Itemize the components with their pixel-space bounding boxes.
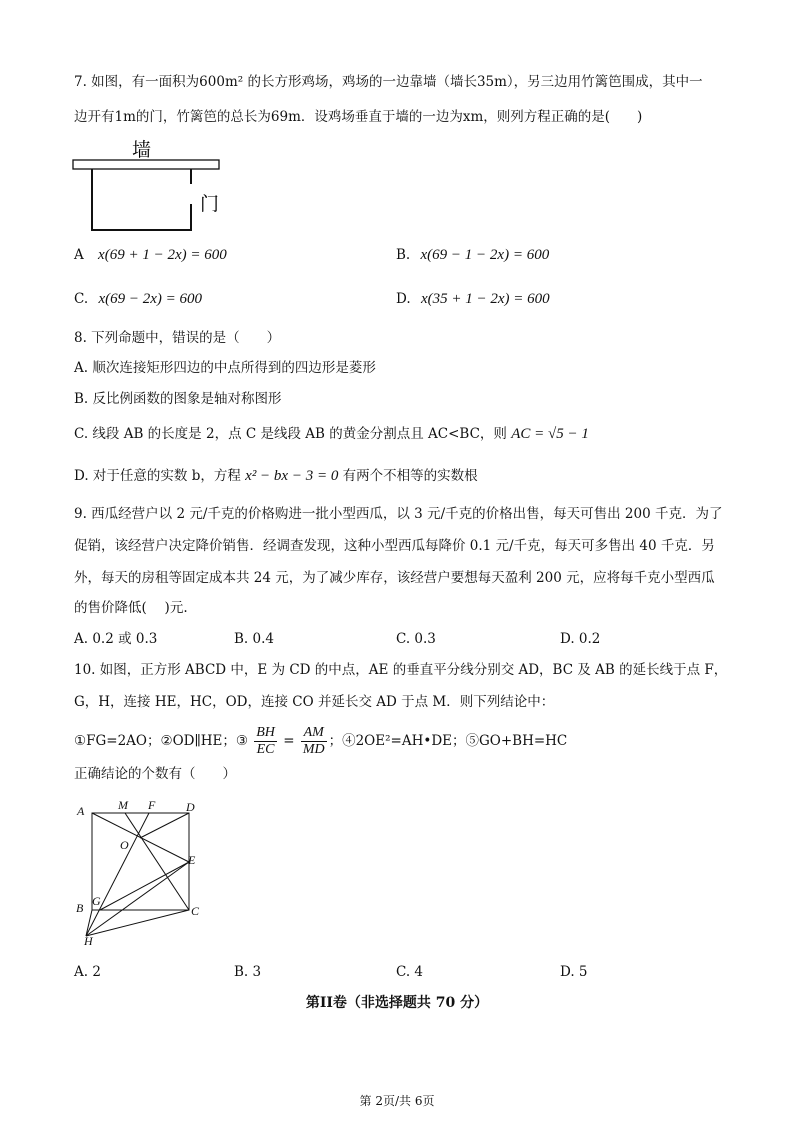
q8-option-b[interactable]: B. 反比例函数的图象是轴对称图形	[74, 391, 282, 407]
q10-option-d[interactable]: D. 5	[560, 964, 588, 980]
page-footer: 第 2页/共 6页	[359, 1094, 435, 1108]
label-o: O	[120, 838, 129, 852]
q8-stem: 8. 下列命题中，错误的是（ ）	[74, 330, 281, 346]
segment-cm	[125, 813, 189, 910]
q9-line-2: 促销，该经营户决定降价销售．经调查发现，这种小型西瓜每降价 0.1 元/千克，每天可多售出 40 千克．另	[74, 538, 715, 554]
q10-option-a[interactable]: A. 2	[74, 964, 101, 980]
fence-shape	[92, 169, 191, 230]
q10-option-b[interactable]: B. 3	[234, 964, 262, 980]
q7-option-b[interactable]: B. x(69 − 1 − 2x) = 600	[396, 247, 550, 263]
q7-line-2: 边开有1m的门，竹篱笆的总长为69m．设鸡场垂直于墙的一边为xm，则列方程正确的是( )	[74, 109, 643, 125]
q10-line-2: G，H，连接 HE，HC，OD，连接 CO 并延长交 AD 于点 M．则下列结论中：	[74, 694, 555, 710]
fraction-am-md: $\frac{AM}{MD}$	[302, 725, 325, 757]
label-d: D	[186, 800, 195, 814]
label-g: G	[92, 894, 101, 908]
q10-line-4: 正确结论的个数有（ ）	[74, 766, 236, 782]
q7-option-d[interactable]: D. x(35 + 1 − 2x) = 600	[396, 291, 550, 307]
door-label: 门	[200, 194, 220, 215]
wall-shape	[73, 160, 219, 169]
q9-line-1: 9. 西瓜经营户以 2 元/千克的价格购进一批小型西瓜，以 3 元/千克的价格出售，每天可售出 200 千克．为了	[74, 506, 723, 522]
fraction-bh-ec: $\frac{BH}{EC}$	[256, 725, 275, 757]
q9-option-c[interactable]: C. 0.3	[396, 631, 436, 647]
label-h: H	[84, 934, 93, 948]
q10-line-1: 10. 如图，正方形 ABCD 中，E 为 CD 的中点，AE 的垂直平分线分别交 AD，BC 及 AB 的延长线于点 F，	[74, 662, 728, 678]
q8-option-c[interactable]: C. 线段 AB 的长度是 2，点 C 是线段 AB 的黄金分割点且 AC<BC，则 AC = √5 − 1	[74, 426, 589, 442]
segment-hc	[86, 910, 189, 936]
q9-option-d[interactable]: D. 0.2	[560, 631, 601, 647]
label-e: E	[188, 853, 196, 867]
label-f: F	[148, 798, 156, 812]
label-a: A	[77, 804, 85, 818]
segment-ge	[100, 862, 189, 910]
wall-label: 墙	[132, 140, 152, 161]
q7-option-a[interactable]: A x(69 + 1 − 2x) = 600	[74, 247, 227, 263]
segment-he	[86, 862, 189, 936]
q9-line-3: 外，每天的房租等固定成本共 24 元，为了减少库存，该经营户要想每天盈利 200 元，应将每千克小型西瓜	[74, 570, 715, 586]
q9-option-b[interactable]: B. 0.4	[234, 631, 274, 647]
q10-figure	[70, 795, 210, 950]
q9-option-a[interactable]: A. 0.2 或 0.3	[74, 631, 158, 647]
q8-option-a[interactable]: A. 顺次连接矩形四边的中点所得到的四边形是菱形	[74, 360, 376, 376]
q7-figure	[70, 136, 230, 236]
q7-option-c[interactable]: C. x(69 − 2x) = 600	[74, 291, 202, 307]
q8-option-d[interactable]: D. 对于任意的实数 b，方程 x² − bx − 3 = 0 有两个不相等的实数根	[74, 468, 478, 484]
label-m: M	[118, 798, 128, 812]
q7-line-1: 7. 如图，有一面积为600m² 的长方形鸡场，鸡场的一边靠墙（墙长35m），另三边用竹篱笆围成，其中一	[74, 74, 703, 90]
label-b: B	[76, 901, 84, 915]
segment-fh	[86, 813, 149, 936]
q9-line-4: 的售价降低( )元.	[74, 600, 188, 616]
q10-conclusions: ①FG=2AO；②OD∥HE；③ $\frac{BH}{EC}$ = $\frac{AM}{MD}$ ；④2OE²=AH•DE；⑤GO+BH=HC	[74, 725, 568, 757]
section-title: 第II卷（非选择题共 70 分）	[305, 995, 489, 1011]
q10-option-c[interactable]: C. 4	[396, 964, 424, 980]
label-c: C	[191, 904, 200, 918]
